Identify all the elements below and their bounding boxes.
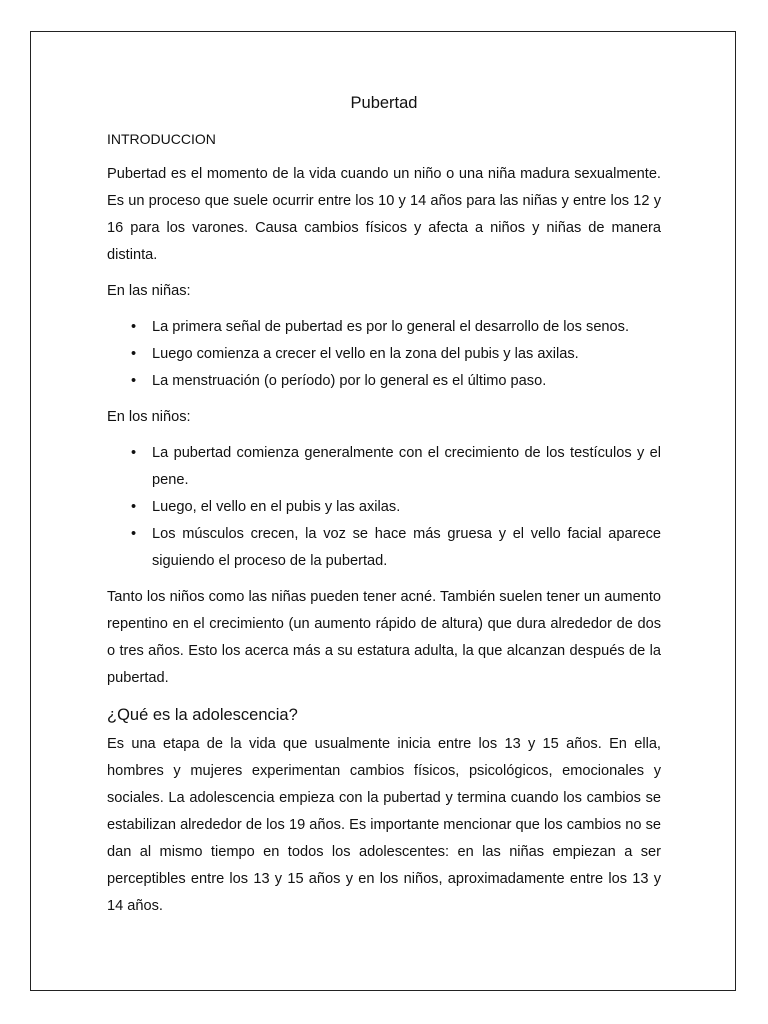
list-item (131, 314, 661, 341)
list-item-text: Luego comienza a crecer el vello en la zona del pubis y las axilas. (152, 346, 579, 362)
bullet-icon: • (131, 373, 137, 389)
document-content (107, 90, 661, 929)
list-item-text: Los músculos crecen, la voz se hace más gruesa y el vello facial aparece siguiendo el proceso de la pubertad. (152, 526, 661, 569)
bullet-icon: • (131, 346, 137, 362)
list-item (131, 440, 661, 494)
bullet-icon: • (131, 526, 137, 542)
girls-label: En las niñas: (107, 283, 191, 299)
page-title: Pubertad (350, 94, 418, 112)
bullet-icon: • (131, 319, 137, 335)
list-item (131, 521, 661, 575)
list-item-text: La pubertad comienza generalmente con el crecimiento de los testículos y el pene. (152, 445, 661, 488)
bullet-icon: • (131, 499, 137, 515)
bullet-icon: • (131, 445, 137, 461)
boys-label: En los niños: (107, 409, 191, 425)
adolescence-paragraph: Es una etapa de la vida que usualmente inicia entre los 13 y 15 años. En ella, hombres y mujeres experimentan cambios físicos, psicológicos, emocionales y sociales. La adolescencia empieza con la pubertad y termina cuando los cambios se estabilizan alrededor de los 19 años. Es importante mencionar que los cambios no se dan al mismo tiempo en todos los adolescentes: en las niñas empiezan a ser perceptibles entre los 13 y 15 años y en los niños, aproximadamente entre los 13 y 14 años. (107, 736, 661, 914)
girls-list (107, 314, 661, 395)
list-item (131, 494, 661, 521)
document-page (30, 31, 736, 991)
intro-paragraph: Pubertad es el momento de la vida cuando un niño o una niña madura sexualmente. Es un proceso que suele ocurrir entre los 10 y 14 años para las niñas y entre los 12 y 16 para los varones. Causa cambios físicos y afecta a niños y niñas de manera distinta. (107, 166, 661, 263)
list-item-text: Luego, el vello en el pubis y las axilas. (152, 499, 401, 515)
intro-heading: INTRODUCCION (107, 131, 216, 147)
list-item (131, 341, 661, 368)
list-item-text: La primera señal de pubertad es por lo general el desarrollo de los senos. (152, 319, 630, 335)
list-item-text: La menstruación (o período) por lo general es el último paso. (152, 373, 547, 389)
list-item (131, 368, 661, 395)
adolescence-heading: ¿Qué es la adolescencia? (107, 706, 298, 724)
boys-list (107, 440, 661, 575)
acne-paragraph: Tanto los niños como las niñas pueden tener acné. También suelen tener un aumento repentino en el crecimiento (un aumento rápido de altura) que dura alrededor de dos o tres años. Esto los acerca más a su estatura adulta, la que alcanzan después de la pubertad. (107, 589, 661, 686)
